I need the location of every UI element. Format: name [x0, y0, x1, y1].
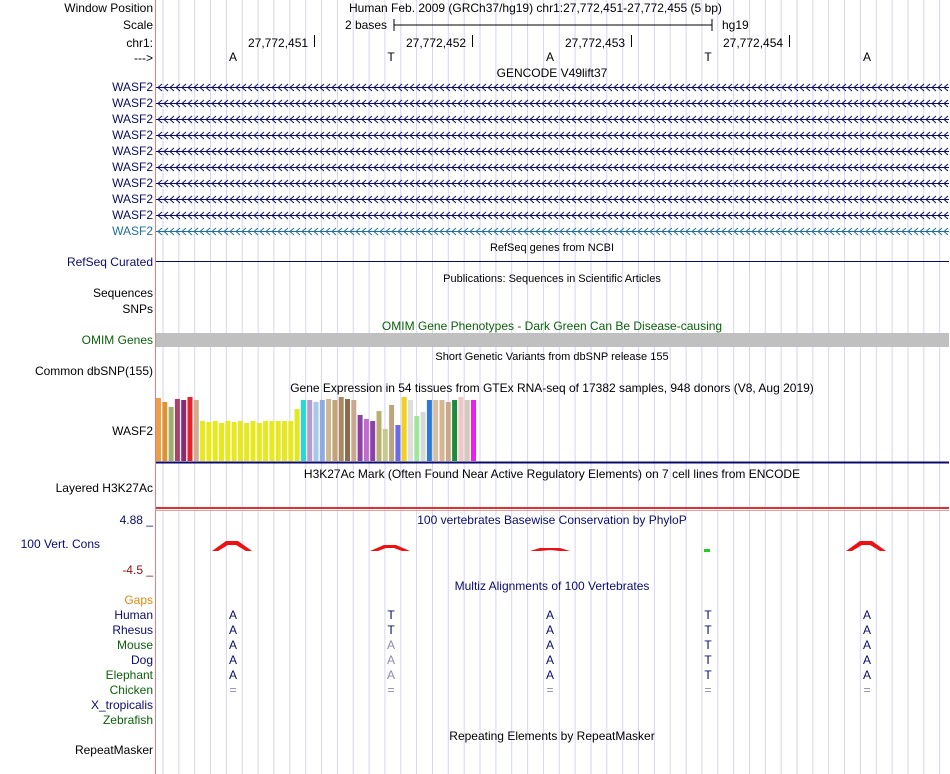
multiz-base: T: [704, 653, 712, 667]
gencode-transcript[interactable]: [156, 224, 949, 238]
gencode-transcript[interactable]: [156, 160, 949, 174]
multiz-track-title: Multiz Alignments of 100 Vertebrates: [454, 579, 650, 593]
refseq-track-title: RefSeq genes from NCBI: [489, 242, 615, 254]
gtex-gene-label[interactable]: WASF2: [112, 424, 153, 438]
gtex-tissue-bar[interactable]: [232, 422, 237, 461]
gencode-gene-label[interactable]: WASF2: [112, 128, 153, 142]
multiz-species-label[interactable]: Elephant: [105, 668, 153, 682]
repeatmasker-track-title: Repeating Elements by RepeatMasker: [449, 729, 655, 743]
cons-min-label: -4.5 _: [122, 563, 153, 577]
gtex-track-title: Gene Expression in 54 tissues from GTEx RNA-seq of 17382 samples, 948 donors (V8, Aug 2019): [290, 381, 814, 395]
ref-base-2: T: [387, 50, 395, 64]
gtex-tissue-bar[interactable]: [269, 421, 274, 461]
gtex-bar-chart[interactable]: [156, 396, 949, 464]
window-position-value: Human Feb. 2009 (GRCh37/hg19) chr1:27,772,451-27,772,455 (5 bp): [349, 1, 722, 15]
gencode-transcript[interactable]: [156, 128, 949, 142]
multiz-species-label[interactable]: Human: [114, 608, 153, 622]
multiz-base: A: [228, 608, 238, 622]
ref-base-5: A: [862, 50, 872, 64]
gtex-tissue-bar[interactable]: [339, 397, 344, 461]
multiz-base: A: [862, 608, 872, 622]
coord-2: 27,772,452: [406, 36, 467, 50]
gtex-tissue-bar[interactable]: [206, 422, 211, 461]
h3k27ac-signal[interactable]: [156, 507, 949, 509]
multiz-base: A: [545, 653, 555, 667]
gencode-transcript[interactable]: [156, 80, 949, 94]
gtex-tissue-bar[interactable]: [320, 400, 325, 461]
scale-value: 2 bases: [345, 18, 388, 32]
multiz-species-label[interactable]: Rhesus: [112, 623, 153, 637]
multiz-base: T: [387, 608, 395, 622]
gtex-tissue-bar[interactable]: [332, 400, 337, 461]
scale-label: Scale: [122, 18, 153, 32]
gencode-gene-label[interactable]: WASF2: [112, 144, 153, 158]
gencode-gene-label[interactable]: WASF2: [112, 80, 153, 94]
gencode-gene-label[interactable]: WASF2: [112, 112, 153, 126]
gencode-transcript[interactable]: [156, 208, 949, 222]
omim-track-title: OMIM Gene Phenotypes - Dark Green Can Be Disease-causing: [381, 319, 723, 333]
multiz-species-label[interactable]: Mouse: [116, 638, 153, 652]
scale-bar: [392, 17, 716, 33]
gtex-tissue-bar[interactable]: [282, 421, 287, 461]
window-position-label: Window Position: [64, 1, 153, 15]
multiz-species-label[interactable]: Dog: [130, 653, 153, 667]
multiz-base: A: [545, 608, 555, 622]
gencode-gene-label[interactable]: WASF2: [112, 160, 153, 174]
gtex-tissue-bar[interactable]: [414, 416, 419, 461]
gencode-gene-label[interactable]: WASF2: [112, 176, 153, 190]
repeatmasker-label[interactable]: RepeatMasker: [74, 743, 153, 757]
gtex-tissue-bar[interactable]: [395, 425, 400, 461]
coord-3: 27,772,453: [565, 36, 626, 50]
gencode-transcript[interactable]: [156, 144, 949, 158]
gtex-tissue-bar[interactable]: [364, 419, 369, 461]
gtex-tissue-bar[interactable]: [225, 421, 230, 461]
gtex-tissue-bar[interactable]: [244, 423, 249, 461]
gencode-transcript[interactable]: [156, 192, 949, 206]
gtex-tissue-bar[interactable]: [307, 400, 312, 461]
gtex-tissue-bar[interactable]: [213, 421, 218, 461]
multiz-base: T: [387, 623, 395, 637]
gencode-transcript[interactable]: [156, 112, 949, 126]
gtex-tissue-bar[interactable]: [175, 399, 180, 461]
sequences-label[interactable]: Sequences: [92, 286, 153, 300]
cons-track-label[interactable]: 100 Vert. Cons: [20, 537, 100, 551]
gtex-tissue-bar[interactable]: [156, 398, 161, 461]
cons-track-title: 100 vertebrates Basewise Conservation by PhyloP: [417, 513, 687, 527]
multiz-base: A: [545, 668, 555, 682]
gencode-transcript[interactable]: [156, 96, 949, 110]
gtex-tissue-bar[interactable]: [440, 400, 445, 461]
gtex-tissue-bar[interactable]: [358, 415, 363, 461]
gtex-tissue-bar[interactable]: [471, 400, 476, 461]
multiz-base: =: [863, 683, 871, 697]
multiz-base: A: [228, 653, 238, 667]
omim-genes-label[interactable]: OMIM Genes: [81, 333, 153, 347]
multiz-base: A: [545, 638, 555, 652]
refseq-curated-label[interactable]: RefSeq Curated: [66, 255, 153, 269]
multiz-species-label[interactable]: X_tropicalis: [90, 698, 153, 712]
gtex-tissue-bar[interactable]: [181, 400, 186, 461]
multiz-base: =: [704, 683, 712, 697]
multiz-base: T: [704, 608, 712, 622]
multiz-base: A: [862, 623, 872, 637]
publications-track-title: Publications: Sequences in Scientific Articles: [443, 273, 661, 285]
gtex-tissue-bar[interactable]: [458, 397, 463, 461]
gtex-tissue-bar[interactable]: [288, 421, 293, 461]
gtex-tissue-bar[interactable]: [383, 429, 388, 461]
gencode-transcript[interactable]: [156, 176, 949, 190]
gtex-tissue-bar[interactable]: [427, 400, 432, 461]
gtex-tissue-bar[interactable]: [169, 407, 174, 461]
multiz-base: A: [228, 623, 238, 637]
gencode-gene-label[interactable]: WASF2: [112, 224, 153, 238]
multiz-base: A: [862, 638, 872, 652]
h3k27ac-signal-overlay: [156, 510, 949, 511]
gencode-track-title: GENCODE V49lift37: [496, 66, 608, 80]
h3k27ac-track-title: H3K27Ac Mark (Often Found Near Active Regulatory Elements) on 7 cell lines from ENCODE: [303, 467, 801, 481]
gencode-gene-label[interactable]: WASF2: [112, 192, 153, 206]
multiz-base: T: [704, 638, 712, 652]
multiz-base: A: [228, 668, 238, 682]
multiz-base: =: [229, 683, 237, 697]
gtex-tissue-bar[interactable]: [452, 400, 457, 461]
ref-base-1: A: [228, 50, 238, 64]
gencode-gene-label[interactable]: WASF2: [112, 208, 153, 222]
gtex-tissue-bar[interactable]: [314, 402, 319, 461]
h3k27ac-label[interactable]: Layered H3K27Ac: [55, 481, 153, 495]
multiz-base: A: [862, 668, 872, 682]
gtex-tissue-bar[interactable]: [295, 409, 300, 461]
cons-max-label: 4.88 _: [119, 513, 153, 527]
snps-label[interactable]: SNPs: [122, 302, 153, 316]
scale-db: hg19: [722, 18, 749, 32]
refseq-gene-line[interactable]: [156, 261, 949, 262]
gencode-gene-label[interactable]: WASF2: [112, 96, 153, 110]
ref-base-3: A: [545, 50, 555, 64]
coord-1: 27,772,451: [248, 36, 309, 50]
dbsnp-track-title: Short Genetic Variants from dbSNP release 155: [435, 351, 669, 363]
coord-tick-1: [314, 35, 315, 47]
multiz-base: T: [704, 668, 712, 682]
multiz-base: A: [386, 668, 396, 682]
omim-gene-bar[interactable]: [156, 333, 949, 347]
multiz-base: A: [228, 638, 238, 652]
gtex-tissue-bar[interactable]: [351, 400, 356, 461]
gtex-tissue-bar[interactable]: [389, 405, 394, 461]
gtex-tissue-bar[interactable]: [188, 397, 193, 461]
gtex-tissue-bar[interactable]: [263, 421, 268, 461]
gtex-tissue-bar[interactable]: [345, 399, 350, 461]
gtex-tissue-bar[interactable]: [326, 399, 331, 461]
multiz-species-label[interactable]: Chicken: [109, 683, 153, 697]
gtex-tissue-bar[interactable]: [251, 421, 256, 461]
coord-tick-2: [472, 35, 473, 47]
gtex-tissue-bar[interactable]: [301, 400, 306, 461]
multiz-base: A: [545, 623, 555, 637]
gtex-tissue-bar[interactable]: [465, 400, 470, 461]
multiz-base: T: [704, 623, 712, 637]
gtex-tissue-bar[interactable]: [276, 421, 281, 461]
chrom-label: chr1:: [126, 36, 153, 50]
dbsnp-label[interactable]: Common dbSNP(155): [34, 364, 153, 378]
coord-tick-3: [631, 35, 632, 47]
gtex-tissue-bar[interactable]: [408, 400, 413, 461]
multiz-base: A: [862, 653, 872, 667]
multiz-base: =: [387, 683, 395, 697]
cons-wiggle[interactable]: [156, 536, 949, 556]
gtex-tissue-bar[interactable]: [238, 421, 243, 461]
gtex-tissue-bar[interactable]: [257, 423, 262, 461]
gtex-tissue-bar[interactable]: [446, 402, 451, 461]
gtex-tissue-bar[interactable]: [200, 421, 205, 461]
gtex-tissue-bar[interactable]: [421, 412, 426, 461]
multiz-base: A: [386, 653, 396, 667]
gtex-tissue-bar[interactable]: [194, 400, 199, 461]
coord-4: 27,772,454: [723, 36, 784, 50]
gtex-tissue-bar[interactable]: [370, 421, 375, 461]
coord-tick-4: [789, 35, 790, 47]
multiz-base: A: [386, 638, 396, 652]
ref-base-4: T: [704, 50, 712, 64]
gtex-tissue-bar[interactable]: [162, 402, 167, 461]
multiz-base: =: [546, 683, 554, 697]
multiz-species-label[interactable]: Zebrafish: [102, 713, 153, 727]
gtex-tissue-bar[interactable]: [377, 411, 382, 461]
gaps-label[interactable]: Gaps: [124, 593, 153, 607]
strand-arrow-label[interactable]: --->: [134, 51, 153, 65]
gtex-tissue-bar[interactable]: [433, 400, 438, 461]
gtex-tissue-bar[interactable]: [219, 423, 224, 461]
gtex-tissue-bar[interactable]: [402, 397, 407, 461]
